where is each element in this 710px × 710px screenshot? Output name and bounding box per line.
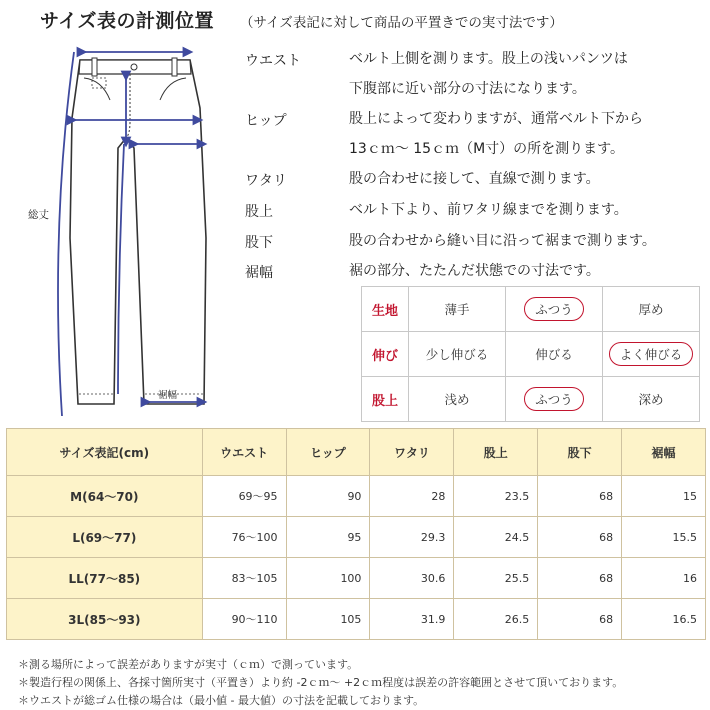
- property-option-selected: [506, 377, 603, 422]
- table-cell: 26.5: [454, 599, 538, 640]
- measurement-definitions: [245, 0, 705, 290]
- table-cell: 90〜110: [202, 599, 286, 640]
- def-line: ベルト上側を測ります。股上の浅いパンツは: [349, 51, 628, 67]
- table-cell: 69〜95: [202, 476, 286, 517]
- def-term-hem: 裾幅: [245, 265, 273, 281]
- property-option: [409, 332, 506, 377]
- def-line: 股上によって変わりますが、通常ベルト下から: [349, 111, 643, 127]
- page-title: サイズ表の計測位置: [40, 10, 214, 32]
- pants-outline: [70, 60, 206, 404]
- def-desc-inseam: [349, 226, 656, 256]
- size-table-header: [7, 429, 706, 476]
- def-line: ベルト下より、前ワタリ線までを測ります。: [349, 202, 628, 218]
- option-text: 深め: [638, 392, 664, 407]
- def-desc-thigh: [349, 164, 600, 194]
- table-cell: 28: [370, 476, 454, 517]
- property-row-fabric: [362, 287, 700, 332]
- selected-option-pill: ふつう: [524, 387, 584, 411]
- property-row-rise: [362, 377, 700, 422]
- property-label: 生地: [362, 287, 409, 332]
- table-cell: 68: [538, 558, 622, 599]
- def-term-hip: ヒップ: [245, 113, 287, 129]
- table-cell: 100: [286, 558, 370, 599]
- table-cell: 23.5: [454, 476, 538, 517]
- table-cell: 95: [286, 517, 370, 558]
- hem-width-label: 裾幅: [158, 390, 178, 401]
- table-cell: 16: [622, 558, 706, 599]
- header-cell: 股上: [454, 429, 538, 476]
- def-term-rise: 股上: [245, 204, 273, 220]
- header-cell: 股下: [538, 429, 622, 476]
- def-desc-waist: [349, 44, 628, 104]
- size-label-cell: M(64〜70): [7, 476, 203, 517]
- footnote: ＊製造行程の関係上、各採寸箇所実寸（平置き）より約 -2ｃｍ～ +2ｃｍ程度は誤差の許容範囲とさせて頂いております。: [18, 676, 624, 689]
- table-row: [7, 558, 706, 599]
- option-text: 厚め: [638, 302, 664, 317]
- def-term-inseam: 股下: [245, 235, 273, 251]
- table-row: [7, 476, 706, 517]
- footnote: ＊測る場所によって誤差がありますが実寸（ｃｍ）で測っています。: [18, 658, 359, 671]
- fabric-properties-table: [361, 286, 700, 422]
- property-label: 股上: [362, 377, 409, 422]
- size-label-cell: LL(77〜85): [7, 558, 203, 599]
- button-icon: [131, 64, 137, 70]
- pants-diagram: [22, 38, 222, 423]
- table-cell: 15: [622, 476, 706, 517]
- option-text: 薄手: [444, 302, 470, 317]
- def-term-thigh: ワタリ: [245, 173, 287, 189]
- def-line: 13ｃｍ～ 15ｃｍ（M寸）の所を測ります。: [349, 141, 625, 157]
- def-line: 股の合わせに接して、直線で測ります。: [349, 171, 600, 187]
- table-cell: 76〜100: [202, 517, 286, 558]
- selected-option-pill: ふつう: [524, 297, 584, 321]
- header-cell: ウエスト: [202, 429, 286, 476]
- property-option-selected: [603, 332, 700, 377]
- property-label: 伸び: [362, 332, 409, 377]
- option-text: 浅め: [444, 392, 470, 407]
- property-option: [409, 287, 506, 332]
- property-option: [409, 377, 506, 422]
- table-cell: 90: [286, 476, 370, 517]
- size-label-cell: 3L(85〜93): [7, 599, 203, 640]
- table-cell: 68: [538, 476, 622, 517]
- size-label-cell: L(69〜77): [7, 517, 203, 558]
- footnote: ＊ウエストが総ゴム仕様の場合は（最小値 - 最大値）の寸法を記載しております。: [18, 694, 425, 707]
- property-row-stretch: [362, 332, 700, 377]
- def-line: 下腹部に近い部分の寸法になります。: [349, 81, 586, 97]
- property-option: [506, 332, 603, 377]
- table-cell: 105: [286, 599, 370, 640]
- def-line: 裾の部分、たたんだ状態での寸法です。: [349, 263, 600, 279]
- property-option: [603, 287, 700, 332]
- header-cell: ヒップ: [286, 429, 370, 476]
- table-cell: 29.3: [370, 517, 454, 558]
- footnotes: [18, 656, 623, 710]
- option-text: 少し伸びる: [425, 347, 489, 362]
- header-cell: ワタリ: [370, 429, 454, 476]
- def-desc-hem: [349, 256, 600, 286]
- inseam-line: [118, 144, 124, 394]
- header-cell: サイズ表記(cm): [7, 429, 203, 476]
- def-desc-rise: [349, 195, 628, 225]
- table-cell: 15.5: [622, 517, 706, 558]
- table-cell: 25.5: [454, 558, 538, 599]
- header-cell: 裾幅: [622, 429, 706, 476]
- def-line: 股の合わせから縫い目に沿って裾まで測ります。: [349, 233, 656, 249]
- table-cell: 68: [538, 599, 622, 640]
- table-row: [7, 517, 706, 558]
- table-cell: 68: [538, 517, 622, 558]
- def-term-waist: ウエスト: [245, 53, 301, 69]
- size-table: [6, 428, 706, 640]
- table-row: [7, 599, 706, 640]
- table-cell: 30.6: [370, 558, 454, 599]
- def-desc-hip: [349, 104, 643, 164]
- total-length-label: 総丈: [28, 209, 49, 221]
- selected-option-pill: よく伸びる: [609, 342, 694, 366]
- table-cell: 24.5: [454, 517, 538, 558]
- table-cell: 83〜105: [202, 558, 286, 599]
- table-cell: 31.9: [370, 599, 454, 640]
- property-option: [603, 377, 700, 422]
- property-option-selected: [506, 287, 603, 332]
- page-subtitle: （サイズ表記に対して商品の平置きでの実寸法です）: [240, 15, 563, 31]
- option-text: 伸びる: [535, 347, 573, 362]
- table-cell: 16.5: [622, 599, 706, 640]
